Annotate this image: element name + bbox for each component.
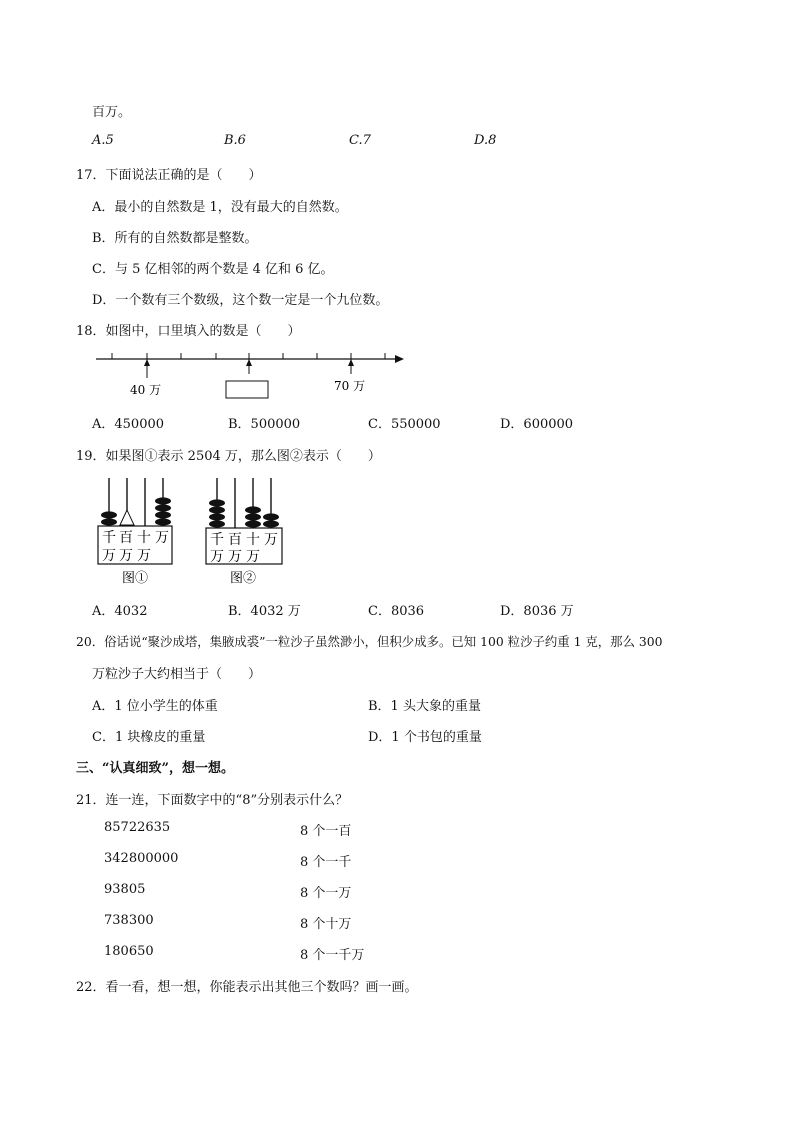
- place-label: 万: [228, 549, 242, 565]
- q17-option-a: A．最小的自然数是 1，没有最大的自然数。: [92, 200, 348, 215]
- q17-stem: 17．下面说法正确的是（ ）: [76, 168, 262, 183]
- q17-option-c: C．与 5 亿相邻的两个数是 4 亿和 6 亿。: [92, 262, 334, 277]
- bead: [245, 513, 261, 520]
- q21-meaning: 8 个一千万: [300, 948, 365, 963]
- abacus-figure-2: [202, 476, 286, 588]
- q19-option-c: C．8036: [368, 604, 425, 619]
- q16-option-c: C.7: [349, 133, 371, 148]
- q21-meaning: 8 个十万: [300, 917, 352, 932]
- place-label: 万: [102, 548, 116, 564]
- place-label: 万: [210, 549, 224, 565]
- q21-number: 342800000: [104, 851, 179, 866]
- bead-empty-marker: [120, 510, 134, 525]
- number-line-figure: [92, 344, 408, 400]
- figure-caption: 图②: [230, 571, 257, 586]
- place-label: 百: [228, 532, 242, 548]
- bead: [245, 520, 261, 527]
- q20-option-a: A．1 位小学生的体重: [92, 699, 218, 714]
- q18-option-b: B．500000: [228, 417, 301, 432]
- number-line-ticks: [112, 353, 385, 359]
- q17-option-d: D．一个数有三个数级，这个数一定是一个九位数。: [92, 293, 389, 308]
- bead: [209, 499, 225, 506]
- q21-number: 85722635: [104, 820, 171, 835]
- q21-number: 180650: [104, 944, 154, 959]
- bead: [101, 518, 117, 525]
- place-label: 万: [246, 549, 260, 565]
- q21-number: 93805: [104, 882, 146, 897]
- place-label: 十: [246, 532, 260, 548]
- bead: [209, 520, 225, 527]
- q18-option-d: D．600000: [500, 417, 574, 432]
- q16-tail: 百万。: [92, 105, 132, 120]
- q17-option-b: B．所有的自然数都是整数。: [92, 231, 258, 246]
- bead: [155, 511, 171, 518]
- bead: [101, 511, 117, 518]
- q20-option-b: B．1 头大象的重量: [368, 699, 481, 714]
- q21-meaning: 8 个一千: [300, 855, 352, 870]
- place-label: 百: [119, 530, 133, 546]
- label-40wan: 40 万: [130, 383, 162, 397]
- q20-option-d: D．1 个书包的重量: [368, 730, 482, 745]
- q16-option-d: D.8: [474, 133, 497, 148]
- q18-stem: 18．如图中，口里填入的数是（ ）: [76, 324, 301, 339]
- q18-option-c: C．550000: [368, 417, 441, 432]
- q19-option-b: B．4032 万: [228, 604, 301, 619]
- bead: [263, 513, 279, 520]
- bead: [209, 513, 225, 520]
- place-label: 千: [102, 530, 116, 546]
- q19-option-d: D．8036 万: [500, 604, 574, 619]
- bead: [155, 497, 171, 504]
- q20-stem-line1: 20．俗话说“聚沙成塔，集腋成裘”一粒沙子虽然渺小，但积少成多。已知 100 粒沙子约重 1 克，那么 300: [76, 634, 663, 649]
- q18-option-a: A．450000: [92, 417, 165, 432]
- abacus-figure-1: [94, 476, 176, 588]
- q22-stem: 22．看一看，想一想，你能表示出其他三个数吗？画一画。: [76, 980, 418, 995]
- q20-option-c: C．1 块橡皮的重量: [92, 730, 206, 745]
- q16-option-b: B.6: [224, 133, 246, 148]
- q21-meaning: 8 个一万: [300, 886, 352, 901]
- place-label: 万: [155, 530, 169, 546]
- place-label: 十: [137, 530, 151, 546]
- q19-option-a: A．4032: [92, 604, 148, 619]
- bead: [155, 504, 171, 511]
- q19-stem: 19．如果图①表示 2504 万，那么图②表示（ ）: [76, 449, 381, 464]
- pointer-70wan: [348, 359, 354, 374]
- place-label: 万: [137, 548, 151, 564]
- q21-meaning: 8 个一百: [300, 824, 352, 839]
- figure-caption: 图①: [122, 571, 149, 586]
- bead: [245, 506, 261, 513]
- number-line-arrowhead: [395, 355, 404, 363]
- q20-stem-line2: 万粒沙子大约相当于（ ）: [92, 667, 262, 682]
- section-3-heading: 三、“认真细致”，想一想。: [76, 761, 234, 776]
- answer-box: [226, 381, 268, 398]
- label-70wan: 70 万: [334, 379, 366, 393]
- pointer-box: [246, 359, 252, 374]
- bead: [209, 506, 225, 513]
- bead: [263, 520, 279, 527]
- pointer-40wan: [144, 359, 150, 378]
- place-label: 千: [210, 532, 224, 548]
- q21-stem: 21．连一连，下面数字中的“8”分别表示什么？: [76, 793, 349, 808]
- q21-number: 738300: [104, 913, 154, 928]
- bead: [155, 518, 171, 525]
- q16-option-a: A.5: [92, 133, 114, 148]
- place-label: 万: [119, 548, 133, 564]
- place-label: 万: [264, 532, 278, 548]
